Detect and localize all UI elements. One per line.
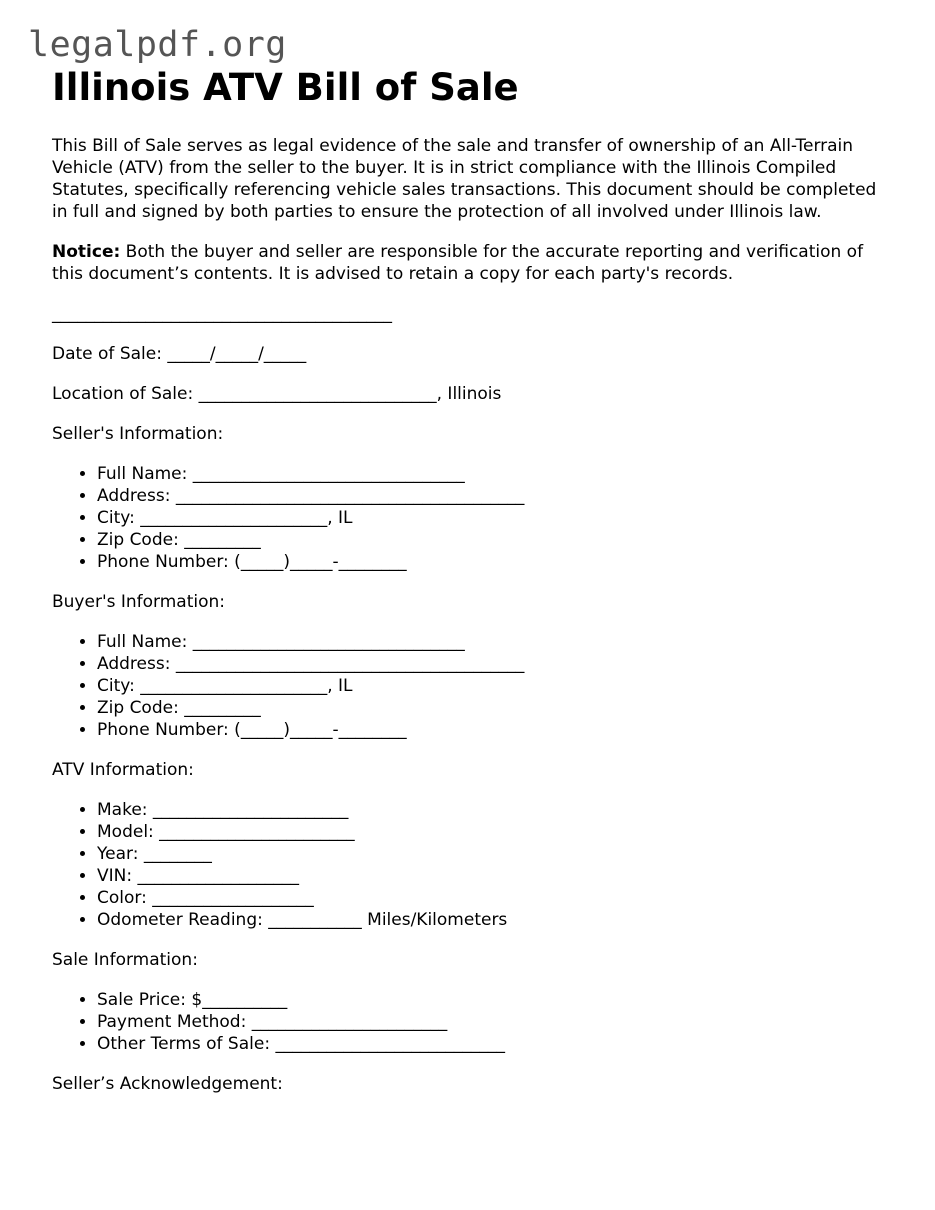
atv-model-field: • Model: _______________________ <box>97 821 892 843</box>
seller-info-heading: Seller's Information: <box>52 424 224 445</box>
sale-price-field: • Sale Price: $__________ <box>97 989 892 1011</box>
buyer-city-field: • City: ______________________, IL <box>97 675 892 697</box>
document-title: Illinois ATV Bill of Sale <box>52 66 519 109</box>
seller-phone-field: • Phone Number: (_____)_____-________ <box>97 551 892 573</box>
atv-year-field: • Year: ________ <box>97 843 892 865</box>
seller-zip-field: • Zip Code: _________ <box>97 529 892 551</box>
buyer-address-field: • Address: _________________________________________ <box>97 653 892 675</box>
buyer-phone-field: • Phone Number: (_____)_____-________ <box>97 719 892 741</box>
seller-info-list <box>52 463 892 573</box>
notice-label: Notice: <box>52 242 121 263</box>
atv-color-field: • Color: ___________________ <box>97 887 892 909</box>
payment-method-field: • Payment Method: _______________________ <box>97 1011 892 1033</box>
separator-line: ________________________________________ <box>52 304 392 325</box>
document-page <box>52 66 892 1113</box>
atv-make-field: • Make: _______________________ <box>97 799 892 821</box>
atv-odometer-field: • Odometer Reading: ___________ Miles/Kilometers <box>97 909 892 931</box>
location-of-sale-field: Location of Sale: ____________________________, Illinois <box>52 384 502 405</box>
atv-info-heading: ATV Information: <box>52 760 194 781</box>
watermark-logo: legalpdf.org <box>28 25 287 65</box>
other-terms-field: • Other Terms of Sale: ___________________________ <box>97 1033 892 1055</box>
seller-full-name-field: • Full Name: ________________________________ <box>97 463 892 485</box>
buyer-zip-field: • Zip Code: _________ <box>97 697 892 719</box>
buyer-info-list <box>52 631 892 741</box>
seller-city-field: • City: ______________________, IL <box>97 507 892 529</box>
seller-acknowledgement-heading: Seller’s Acknowledgement: <box>52 1074 283 1095</box>
date-of-sale-field: Date of Sale: _____/_____/_____ <box>52 344 307 365</box>
atv-info-list <box>52 799 892 931</box>
buyer-info-heading: Buyer's Information: <box>52 592 226 613</box>
seller-address-field: • Address: _________________________________________ <box>97 485 892 507</box>
intro-paragraph: This Bill of Sale serves as legal evidence of the sale and transfer of ownership of an All-Terrain Vehicle (ATV) from the seller to the buyer. It is in strict compliance with the Illinois Compiled Statutes, specifically referencing vehicle sales transactions. This document should be completed in full and signed by both parties to ensure the protection of all involved under Illinois law. <box>52 136 877 223</box>
sale-info-list <box>52 989 892 1055</box>
notice-paragraph <box>52 241 892 285</box>
buyer-full-name-field: • Full Name: ________________________________ <box>97 631 892 653</box>
sale-info-heading: Sale Information: <box>52 950 198 971</box>
notice-text: Both the buyer and seller are responsible for the accurate reporting and verification of this document’s contents. It is advised to retain a copy for each party's records. <box>52 242 864 285</box>
atv-vin-field: • VIN: ___________________ <box>97 865 892 887</box>
